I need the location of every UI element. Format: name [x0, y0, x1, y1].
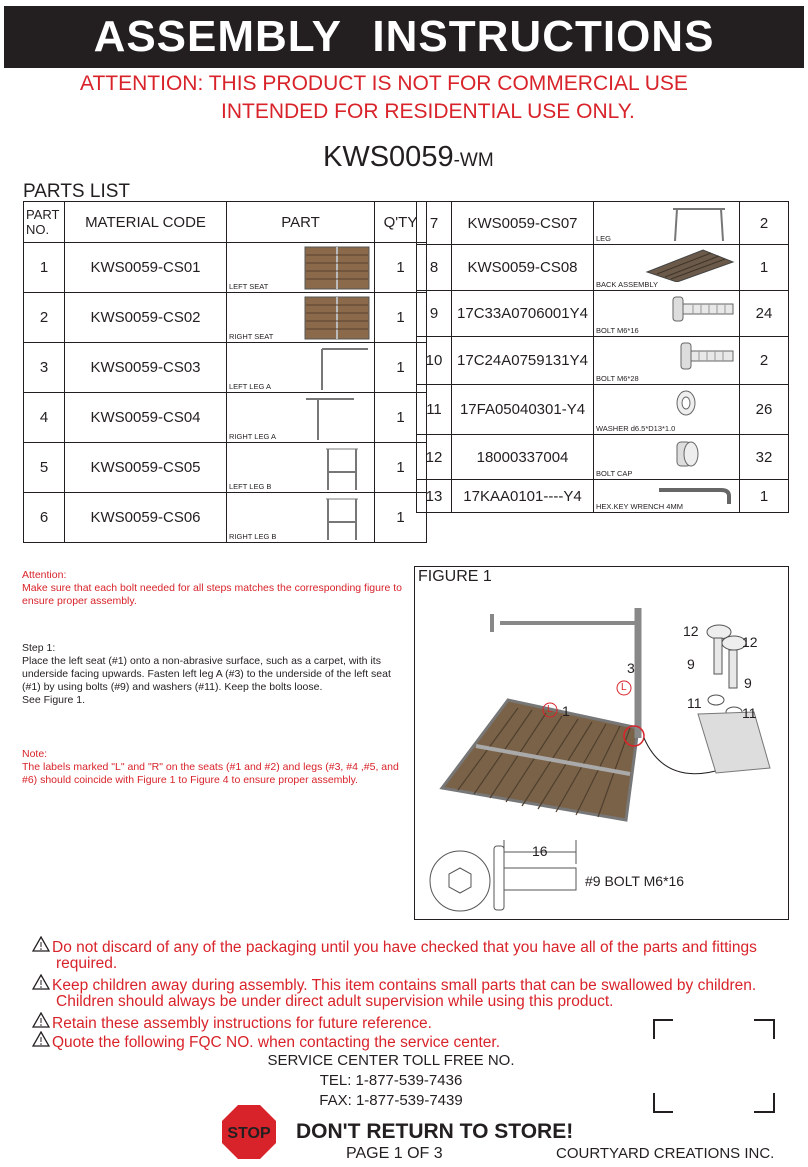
part-cell	[594, 480, 740, 513]
part-name: LEFT SEAT	[229, 282, 269, 291]
table-row	[24, 443, 427, 493]
seat-panel-icon	[304, 246, 370, 290]
warning-text: Quote the following FQC NO. when contacting the service center.	[52, 1034, 501, 1051]
material-code: KWS0059-CS03	[65, 343, 227, 393]
qty: 1	[375, 393, 427, 443]
table-row	[24, 243, 427, 293]
warning-triangle-icon	[32, 974, 52, 995]
part-no: 2	[24, 293, 65, 343]
leg-b-icon	[320, 446, 370, 492]
part-name: LEFT LEG A	[229, 382, 271, 391]
step-1	[22, 642, 407, 707]
step-figure-ref: See Figure 1.	[22, 694, 86, 706]
table-row	[24, 393, 427, 443]
part-cell	[227, 443, 375, 493]
washer-icon	[673, 388, 699, 418]
l-mark-icon: L	[547, 704, 553, 715]
part-cell	[594, 385, 740, 435]
warning-4	[32, 1031, 500, 1052]
dont-return-notice: DON'T RETURN TO STORE!	[296, 1120, 574, 1143]
attention-line-1: ATTENTION: THIS PRODUCT IS NOT FOR COMMERCIAL USE	[80, 72, 688, 95]
part-no: 10	[417, 337, 452, 385]
stop-sign-icon	[221, 1104, 277, 1160]
qty: 1	[740, 480, 789, 513]
warning-3	[32, 1012, 432, 1033]
qty: 1	[375, 293, 427, 343]
qty: 2	[740, 202, 789, 245]
part-no: 13	[417, 480, 452, 513]
attention-line-2: INTENDED FOR RESIDENTIAL USE ONLY.	[221, 100, 635, 123]
warning-triangle-icon	[32, 1012, 52, 1033]
part-name: RIGHT SEAT	[229, 332, 274, 341]
l-mark-icon: L	[621, 682, 627, 693]
model-code: KWS0059	[323, 141, 454, 173]
part-name: BACK ASSEMBLY	[596, 280, 658, 289]
table-row	[24, 493, 427, 543]
part-cell	[227, 243, 375, 293]
material-code: 17C33A0706001Y4	[452, 291, 594, 337]
service-tel: TEL: 1-877-539-7436	[319, 1072, 463, 1089]
part-cell	[227, 293, 375, 343]
figure-label-leg: 3	[627, 660, 635, 676]
table-row	[417, 202, 789, 245]
warning-text: Retain these assembly instructions for future reference.	[52, 1015, 432, 1032]
part-cell	[594, 337, 740, 385]
part-name: RIGHT LEG A	[229, 432, 276, 441]
warning-text: Do not discard of any of the packaging until you have checked that you have all of the parts and fittings	[52, 939, 757, 956]
bolt-cap-icon	[673, 438, 701, 470]
attention-text: Make sure that each bolt needed for all steps matches the corresponding figure to ensure proper assembly.	[22, 582, 402, 607]
material-code: 18000337004	[452, 435, 594, 480]
part-cell	[594, 435, 740, 480]
qty: 1	[375, 493, 427, 543]
part-cell	[594, 291, 740, 337]
service-center-title: SERVICE CENTER TOLL FREE NO.	[267, 1052, 515, 1069]
figure-label-washer: 11	[742, 705, 757, 721]
table-row	[417, 245, 789, 291]
bolt-caption: #9 BOLT M6*16	[585, 873, 685, 889]
material-code: KWS0059-CS07	[452, 202, 594, 245]
part-name: LEG	[596, 234, 612, 243]
material-code: 17KAA0101----Y4	[452, 480, 594, 513]
hex-key-wrench-icon	[655, 482, 735, 506]
material-code: KWS0059-CS02	[65, 293, 227, 343]
step-text: Place the left seat (#1) onto a non-abrasive surface, such as a carpet, with its underside facing upwards. Fasten left leg A (#3) to the underside of the left seat (#1) by using bolts (#9) and washers (#11). Keep the bolts loose.	[22, 655, 391, 693]
part-name: RIGHT LEG B	[229, 532, 277, 541]
qty: 1	[375, 443, 427, 493]
part-no: 8	[417, 245, 452, 291]
qty: 1	[375, 243, 427, 293]
part-cell	[594, 202, 740, 245]
part-no: 9	[417, 291, 452, 337]
page-number: PAGE 1 OF 3	[346, 1145, 443, 1162]
table-row	[417, 291, 789, 337]
table-row	[24, 343, 427, 393]
table-row	[417, 337, 789, 385]
part-name: BOLT M6*16	[596, 326, 639, 335]
bolt-icon	[669, 294, 735, 324]
figure-title: FIGURE 1	[418, 568, 492, 585]
part-name: BOLT CAP	[596, 469, 633, 478]
leg-icon	[665, 205, 735, 243]
figure-label-bolt: 9	[744, 675, 752, 691]
step-label: Step 1:	[22, 642, 56, 654]
qty: 26	[740, 385, 789, 435]
note-label: Note:	[22, 748, 48, 760]
material-code: KWS0059-CS06	[65, 493, 227, 543]
part-no: 11	[417, 385, 452, 435]
seat-panel-icon	[304, 296, 370, 340]
bolt-icon	[635, 340, 735, 372]
service-fax: FAX: 1-877-539-7439	[319, 1092, 463, 1109]
figure-label-cap: 12	[683, 623, 699, 639]
part-no: 1	[24, 243, 65, 293]
warning-triangle-icon	[32, 1031, 52, 1052]
part-no: 4	[24, 393, 65, 443]
lr-note	[22, 748, 407, 787]
parts-list-title: PARTS LIST	[23, 181, 130, 202]
material-code: KWS0059-CS08	[452, 245, 594, 291]
material-code: 17C24A0759131Y4	[452, 337, 594, 385]
figure-1-illustration	[416, 588, 786, 916]
figure-label-bolt: 9	[687, 656, 695, 672]
header-part: PART	[227, 202, 375, 243]
qty: 1	[740, 245, 789, 291]
warning-triangle-icon	[32, 936, 52, 957]
leg-a-icon	[304, 346, 370, 392]
stop-sign-text: STOP	[227, 1125, 271, 1142]
qty: 24	[740, 291, 789, 337]
header-material-code: MATERIAL CODE	[65, 202, 227, 243]
part-name: LEFT LEG B	[229, 482, 272, 491]
material-code: 17FA05040301-Y4	[452, 385, 594, 435]
part-no: 6	[24, 493, 65, 543]
leg-b-icon	[320, 496, 370, 542]
part-no: 7	[417, 202, 452, 245]
figure-label-washer: 11	[687, 695, 702, 711]
figure-label-cap: 12	[742, 634, 758, 650]
table-row	[417, 480, 789, 513]
qty: 32	[740, 435, 789, 480]
part-cell	[227, 493, 375, 543]
part-cell	[227, 393, 375, 443]
part-name: WASHER d6.5*D13*1.0	[596, 424, 676, 433]
part-cell	[227, 343, 375, 393]
note-text: The labels marked "L" and "R" on the seats (#1 and #2) and legs (#3, #4 ,#5, and #6) should coincide with Figure 1 to Figure 4 to ensure proper assembly.	[22, 761, 399, 786]
header-qty: Q'TY	[375, 202, 427, 243]
part-cell	[594, 245, 740, 291]
material-code: KWS0059-CS05	[65, 443, 227, 493]
header-part-no: PART NO.	[24, 202, 65, 243]
attention-note	[22, 569, 407, 608]
part-name: HEX.KEY WRENCH 4MM	[596, 502, 683, 511]
figure-label-seat: 1	[562, 703, 570, 719]
table-row	[417, 435, 789, 480]
part-no: 3	[24, 343, 65, 393]
warning-2-cont: Children should always be under direct adult supervision while using this product.	[56, 993, 614, 1010]
table-row	[24, 293, 427, 343]
warning-text: Keep children away during assembly. This item contains small parts that can be swallowed by children.	[52, 977, 757, 994]
part-no: 5	[24, 443, 65, 493]
qty: 2	[740, 337, 789, 385]
model-number	[323, 141, 494, 174]
parts-table-right	[416, 201, 789, 513]
back-assembly-icon	[645, 248, 735, 282]
material-code: KWS0059-CS01	[65, 243, 227, 293]
warning-2	[32, 974, 756, 995]
warning-1-cont: required.	[56, 955, 118, 972]
model-suffix: -WM	[453, 150, 494, 171]
table-row	[417, 385, 789, 435]
parts-table-left	[23, 201, 427, 543]
part-no: 12	[417, 435, 452, 480]
part-name: BOLT M6*28	[596, 374, 639, 383]
page-title: ASSEMBLY INSTRUCTIONS	[93, 12, 715, 61]
attention-label: Attention:	[22, 569, 67, 581]
warning-1	[32, 936, 757, 957]
company-name: COURTYARD CREATIONS INC.	[556, 1145, 775, 1162]
material-code: KWS0059-CS04	[65, 393, 227, 443]
bolt-length-label: 16	[532, 843, 548, 859]
qty: 1	[375, 343, 427, 393]
leg-a-icon	[304, 396, 370, 442]
